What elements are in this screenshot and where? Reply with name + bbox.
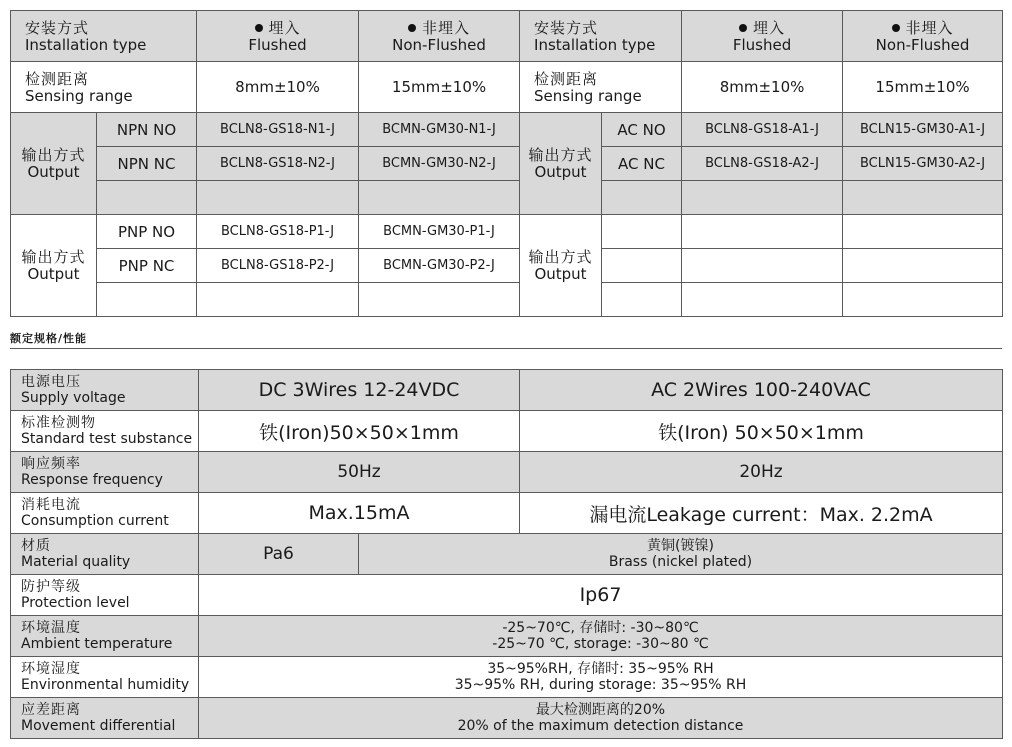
supply-voltage-label: 电源电压 Supply voltage (11, 370, 199, 411)
empty-cell (682, 283, 843, 317)
movement-differential-label: 应差距离 Movement differential (11, 698, 199, 739)
empty-cell (602, 181, 682, 215)
test-substance-label: 标准检测物 Standard test substance (11, 411, 199, 452)
model-p2-nonflushed: BCMN-GM30-P2-J (359, 249, 520, 283)
install-type-header-ac: 安装方式 Installation type (520, 11, 682, 62)
section-divider (10, 348, 1002, 349)
test-substance-ac: 铁(Iron) 50×50×1mm (520, 411, 1003, 452)
empty-cell (843, 181, 1003, 215)
model-a2-flushed: BCLN8-GS18-A2-J (682, 147, 843, 181)
consumption-current-dc: Max.15mA (199, 493, 520, 534)
empty-cell (602, 283, 682, 317)
flushed-header-ac: 埋入 Flushed (682, 11, 843, 62)
install-type-header: 安装方式 Installation type (11, 11, 197, 62)
empty-cell (197, 181, 359, 215)
empty-cell (197, 283, 359, 317)
npn-no-label: NPN NO (97, 113, 197, 147)
model-a2-nonflushed: BCLN15-GM30-A2-J (843, 147, 1003, 181)
model-n2-nonflushed: BCMN-GM30-N2-J (359, 147, 520, 181)
sensing-range-label: 检测距离 Sensing range (11, 62, 197, 113)
sensing-range-nonflushed: 15mm±10% (359, 62, 520, 113)
output-label-empty: 输出方式 Output (520, 215, 602, 317)
nonflushed-header-ac: 非埋入 Non-Flushed (843, 11, 1003, 62)
pnp-no-label: PNP NO (97, 215, 197, 249)
empty-cell (97, 181, 197, 215)
consumption-current-label: 消耗电流 Consumption current (11, 493, 199, 534)
ac-no-label: AC NO (602, 113, 682, 147)
model-a1-flushed: BCLN8-GS18-A1-J (682, 113, 843, 147)
output-label-pnp: 输出方式 Output (11, 215, 97, 317)
output-label-ac: 输出方式 Output (520, 113, 602, 215)
humidity-value: 35~95%RH, 存储时: 35~95% RH 35~95% RH, during storage: 35~95% RH (199, 657, 1003, 698)
sensing-range-nonflushed-ac: 15mm±10% (843, 62, 1003, 113)
sensing-range-label-ac: 检测距离 Sensing range (520, 62, 682, 113)
empty-cell (682, 181, 843, 215)
output-label-npn: 输出方式 Output (11, 113, 97, 215)
section-title: 额定规格/性能 (10, 332, 88, 345)
empty-cell (682, 249, 843, 283)
empty-cell (359, 283, 520, 317)
sensing-range-flushed-ac: 8mm±10% (682, 62, 843, 113)
model-n2-flushed: BCLN8-GS18-N2-J (197, 147, 359, 181)
bullet-icon (255, 24, 263, 32)
bullet-icon (892, 24, 900, 32)
ambient-temperature-value: -25~70℃, 存储时: -30~80℃ -25~70 ℃, storage: -30~80 ℃ (199, 616, 1003, 657)
supply-voltage-ac: AC 2Wires 100-240VAC (520, 370, 1003, 411)
protection-level-label: 防护等级 Protection level (11, 575, 199, 616)
empty-cell (97, 283, 197, 317)
empty-cell (682, 215, 843, 249)
empty-cell (843, 283, 1003, 317)
model-p1-flushed: BCLN8-GS18-P1-J (197, 215, 359, 249)
protection-level-value: Ip67 (199, 575, 1003, 616)
nonflushed-header: 非埋入 Non-Flushed (359, 11, 520, 62)
empty-cell (602, 215, 682, 249)
spec-table (10, 369, 1003, 739)
material-ac: 黄铜(镀镍) Brass (nickel plated) (359, 534, 1003, 575)
empty-cell (843, 215, 1003, 249)
npn-nc-label: NPN NC (97, 147, 197, 181)
empty-cell (359, 181, 520, 215)
leakage-current-ac: 漏电流Leakage current：Max. 2.2mA (520, 493, 1003, 534)
ambient-temperature-label: 环境温度 Ambient temperature (11, 616, 199, 657)
response-frequency-ac: 20Hz (520, 452, 1003, 493)
model-a1-nonflushed: BCLN15-GM30-A1-J (843, 113, 1003, 147)
material-dc: Pa6 (199, 534, 359, 575)
ac-nc-label: AC NC (602, 147, 682, 181)
model-p1-nonflushed: BCMN-GM30-P1-J (359, 215, 520, 249)
model-n1-nonflushed: BCMN-GM30-N1-J (359, 113, 520, 147)
bullet-icon (739, 24, 747, 32)
supply-voltage-dc: DC 3Wires 12-24VDC (199, 370, 520, 411)
response-frequency-label: 响应频率 Response frequency (11, 452, 199, 493)
empty-cell (843, 249, 1003, 283)
bullet-icon (408, 24, 416, 32)
response-frequency-dc: 50Hz (199, 452, 520, 493)
output-model-table (10, 10, 1003, 317)
test-substance-dc: 铁(Iron)50×50×1mm (199, 411, 520, 452)
movement-differential-value: 最大检测距离的20% 20% of the maximum detection distance (199, 698, 1003, 739)
material-label: 材质 Material quality (11, 534, 199, 575)
model-p2-flushed: BCLN8-GS18-P2-J (197, 249, 359, 283)
model-n1-flushed: BCLN8-GS18-N1-J (197, 113, 359, 147)
pnp-nc-label: PNP NC (97, 249, 197, 283)
humidity-label: 环境湿度 Environmental humidity (11, 657, 199, 698)
sensing-range-flushed: 8mm±10% (197, 62, 359, 113)
flushed-header: 埋入 Flushed (197, 11, 359, 62)
empty-cell (602, 249, 682, 283)
